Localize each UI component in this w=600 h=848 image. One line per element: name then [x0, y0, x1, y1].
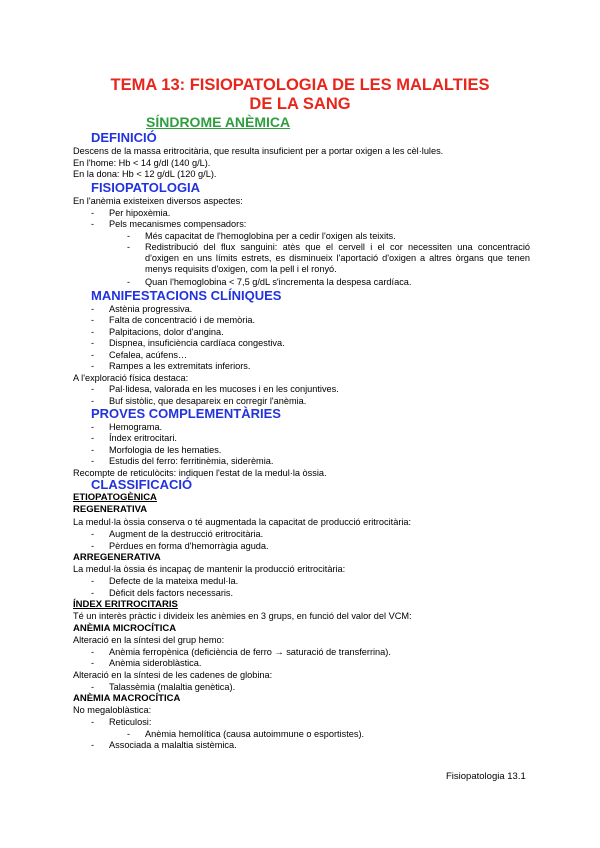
- page-title: TEMA 13: FISIOPATOLOGIA DE LES MALALTIES: [110, 76, 490, 94]
- list-item: Pèrdues en forma d'hemorràgia aguda.: [109, 541, 269, 551]
- subheading-regenerativa: REGENERATIVA: [73, 504, 148, 515]
- sub-list-item: Anèmia hemolítica (causa autoimmune o esportistes).: [145, 729, 365, 739]
- bullet-dash: -: [91, 456, 95, 466]
- bullet-dash: -: [91, 304, 95, 314]
- recompte-text: Recompte de reticulòcits: indiquen l'estat de la medul·la òssia.: [73, 468, 327, 478]
- bullet-dash: -: [91, 208, 95, 218]
- bullet-dash: -: [127, 729, 131, 739]
- definicio-line: En l'home: Hb < 14 g/dl (140 g/L).: [73, 158, 211, 168]
- section-title-syndrome: SÍNDROME ANÈMICA: [146, 114, 291, 130]
- regenerativa-text: La medul·la òssia conserva o té augmentada la capacitat de producció eritrocitària:: [73, 517, 412, 527]
- list-item: Augment de la destrucció eritrocitària.: [109, 529, 264, 539]
- bullet-dash: -: [127, 277, 131, 287]
- exploracio-intro: A l'exploració física destaca:: [73, 373, 189, 383]
- subheading-etiopatogenica: ETIOPATOGÈNICA: [73, 492, 157, 503]
- bullet-dash: -: [91, 682, 95, 692]
- bullet-dash: -: [91, 219, 95, 229]
- bullet-dash: -: [91, 445, 95, 455]
- heading-proves: PROVES COMPLEMENTÀRIES: [91, 406, 281, 421]
- page-footer: Fisiopatologia 13.1: [446, 771, 526, 782]
- list-item: Reticulosi:: [109, 717, 152, 727]
- list-item: Dèficit dels factors necessaris.: [109, 588, 234, 598]
- bullet-dash: -: [91, 422, 95, 432]
- heading-definicio: DEFINICIÓ: [91, 130, 157, 145]
- subheading-microcitica: ANÈMIA MICROCÍTICA: [73, 623, 177, 634]
- sub-list-item: Quan l'hemoglobina < 7,5 g/dL s'incrementa la despesa cardíaca.: [145, 277, 412, 287]
- bullet-dash: -: [91, 576, 95, 586]
- list-item: Hemograma.: [109, 422, 163, 432]
- list-item: Palpitacions, dolor d'angina.: [109, 327, 224, 337]
- microcitica-text: Alteració en la síntesi del grup hemo:: [73, 635, 225, 645]
- list-item: Anèmia sideroblàstica.: [109, 658, 202, 668]
- list-item: Pels mecanismes compensadors:: [109, 219, 247, 229]
- subheading-macrocitica: ANÈMIA MACROCÍTICA: [73, 693, 181, 704]
- index-text: Té un interès pràctic i divideix les anèmies en 3 grups, en funció del valor del VCM:: [73, 611, 412, 621]
- list-item: Rampes a les extremitats inferiors.: [109, 361, 251, 371]
- microcitica-text: Alteració en la síntesi de les cadenes de globina:: [73, 670, 273, 680]
- bullet-dash: -: [91, 433, 95, 443]
- macrocitica-text: No megaloblàstica:: [73, 705, 152, 715]
- list-item: Defecte de la mateixa medul·la.: [109, 576, 239, 586]
- list-item: Anèmia ferropènica (deficiència de ferro → saturació de transferrina).: [109, 647, 391, 657]
- subheading-arregenerativa: ARREGENERATIVA: [73, 552, 161, 563]
- list-item: Pal·lidesa, valorada en les mucoses i en les conjuntives.: [109, 384, 339, 394]
- sub-list-item: Més capacitat de l'hemoglobina per a cedir l'oxigen als teixits.: [145, 231, 396, 241]
- list-item: Buf sistòlic, que desapareix en corregir l'anèmia.: [109, 396, 307, 406]
- bullet-dash: -: [91, 338, 95, 348]
- bullet-dash: -: [91, 350, 95, 360]
- bullet-dash: -: [91, 717, 95, 727]
- bullet-dash: -: [91, 740, 95, 750]
- list-item: Dispnea, insuficiència cardíaca congestiva.: [109, 338, 285, 348]
- bullet-dash: -: [91, 647, 95, 657]
- bullet-dash: -: [91, 396, 95, 406]
- bullet-dash: -: [91, 529, 95, 539]
- bullet-dash: -: [91, 658, 95, 668]
- list-item: Astènia progressiva.: [109, 304, 193, 314]
- list-item: Cefalea, acúfens…: [109, 350, 188, 360]
- list-item: Talassèmia (malaltia genètica).: [109, 682, 236, 692]
- heading-fisiopatologia: FISIOPATOLOGIA: [91, 180, 201, 195]
- page-title-line2: DE LA SANG: [249, 95, 351, 113]
- list-item: Índex eritrocitari.: [109, 433, 177, 443]
- sub-list-item: Redistribució del flux sanguini: atès que el cervell i el cor necessiten una concentració d'oxigen en uns límits estrets, es disminueix l'aportació d'oxigen a altres òrgans que tenen menys requisits d'oxigen, com la pell i el ronyó.: [145, 242, 530, 274]
- bullet-dash: -: [91, 588, 95, 598]
- bullet-dash: -: [91, 315, 95, 325]
- bullet-dash: -: [127, 242, 131, 252]
- list-item: Falta de concentració i de memòria.: [109, 315, 256, 325]
- list-item: Morfologia de les hematies.: [109, 445, 222, 455]
- list-item: Estudis del ferro: ferritinèmia, siderèmia.: [109, 456, 274, 466]
- heading-manifestacions: MANIFESTACIONS CLÍNIQUES: [91, 288, 282, 303]
- definicio-line: Descens de la massa eritrocitària, que resulta insuficient per a portar oxigen a les cèl·lules.: [73, 146, 444, 156]
- bullet-dash: -: [127, 231, 131, 241]
- fisiopatologia-intro: En l'anèmia existeixen diversos aspectes:: [73, 196, 243, 206]
- bullet-dash: -: [91, 541, 95, 551]
- bullet-dash: -: [91, 361, 95, 371]
- bullet-dash: -: [91, 327, 95, 337]
- definicio-line: En la dona: Hb < 12 g/dL (120 g/L).: [73, 169, 217, 179]
- heading-classificacio: CLASSIFICACIÓ: [91, 477, 193, 492]
- list-item: Per hipoxèmia.: [109, 208, 171, 218]
- list-item: Associada a malaltia sistèmica.: [109, 740, 237, 750]
- subheading-index: ÍNDEX ERITROCITARIS: [73, 599, 178, 610]
- bullet-dash: -: [91, 384, 95, 394]
- arregenerativa-text: La medul·la òssia és incapaç de mantenir la producció eritrocitària:: [73, 564, 346, 574]
